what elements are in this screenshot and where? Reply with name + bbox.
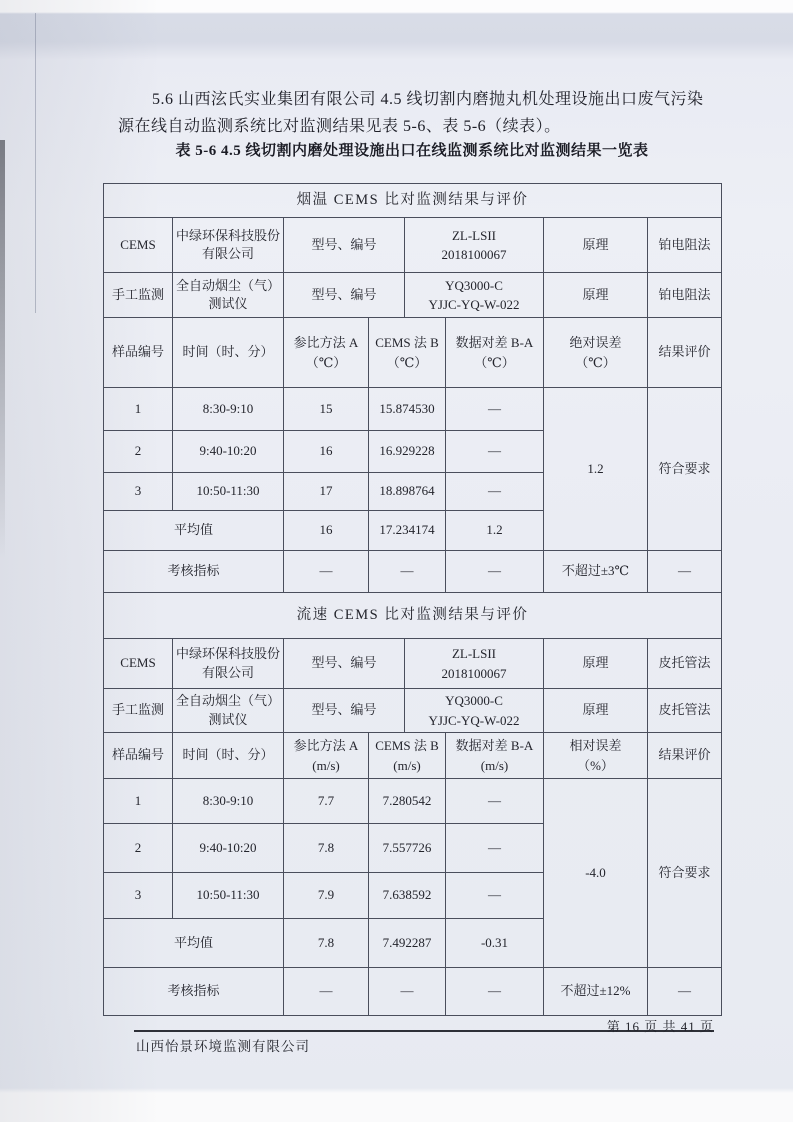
section1-check-row bbox=[104, 551, 722, 593]
cell-principle-value: 铂电阻法 bbox=[648, 273, 722, 318]
cell-error-merged: 1.2 bbox=[544, 388, 648, 551]
cell-cems-b: 17.234174 bbox=[369, 511, 446, 551]
cell-result-merged: 符合要求 bbox=[648, 779, 722, 968]
cell-sample-no: 3 bbox=[104, 873, 173, 919]
cell-ref-a: 16 bbox=[284, 511, 369, 551]
cell-principle-value: 铂电阻法 bbox=[648, 218, 722, 273]
cell-model-value bbox=[405, 218, 544, 273]
cell-error-merged: -4.0 bbox=[544, 779, 648, 968]
model-line2: 2018100067 bbox=[441, 247, 507, 262]
model-line1: YQ3000-C bbox=[445, 277, 503, 293]
cell-sample-no: 2 bbox=[104, 431, 173, 473]
cell-time: 9:40-10:20 bbox=[173, 824, 284, 873]
header-error bbox=[544, 318, 648, 388]
cell-ref-a: 16 bbox=[284, 431, 369, 473]
header-error-line1: 相对误差 bbox=[569, 738, 622, 753]
cell-diff: — bbox=[446, 473, 544, 511]
cell-cems-b: 7.280542 bbox=[369, 779, 446, 824]
cell-ref-a: 7.8 bbox=[284, 824, 369, 873]
cell-ref-a: 17 bbox=[284, 473, 369, 511]
heading-line-2: 源在线自动监测系统比对监测结果见表 5-6、表 5-6（续表）。 bbox=[118, 118, 561, 135]
cell-model-label: 型号、编号 bbox=[284, 218, 405, 273]
cell-manual-label: 手工监测 bbox=[104, 273, 173, 318]
header-ref-a bbox=[284, 733, 369, 779]
cell-cems-b: 18.898764 bbox=[369, 473, 446, 511]
header-cems-b-line1: CEMS 法 B bbox=[375, 738, 439, 753]
cell-dash: — bbox=[446, 551, 544, 593]
cell-manual-label: 手工监测 bbox=[104, 689, 173, 733]
section2-cems-instrument-row bbox=[104, 639, 722, 689]
header-time: 时间（时、分） bbox=[173, 318, 284, 388]
header-cems-b-line1: CEMS 法 B bbox=[375, 335, 439, 350]
header-cems-b-line2: （℃） bbox=[386, 354, 428, 370]
cell-diff: — bbox=[446, 431, 544, 473]
section1-data-row-1 bbox=[104, 388, 722, 431]
section2-header-row bbox=[104, 733, 722, 779]
section2-check-row bbox=[104, 968, 722, 1016]
cell-diff: — bbox=[446, 388, 544, 431]
section1-header-row bbox=[104, 318, 722, 388]
cell-cems-label: CEMS bbox=[104, 639, 173, 689]
header-result: 结果评价 bbox=[648, 318, 722, 388]
header-ref-a-line2: （℃） bbox=[305, 354, 347, 370]
scan-line-artifact bbox=[35, 13, 36, 313]
cell-model-value bbox=[405, 273, 544, 318]
cell-dash: — bbox=[648, 551, 722, 593]
cell-cems-b: 7.638592 bbox=[369, 873, 446, 919]
cell-ref-a: 7.8 bbox=[284, 919, 369, 968]
header-error-line2: （%） bbox=[577, 757, 614, 773]
header-ref-a-line2: (m/s) bbox=[312, 757, 340, 773]
header-sample-no: 样品编号 bbox=[104, 733, 173, 779]
header-cems-b-line2: (m/s) bbox=[393, 757, 421, 773]
cell-diff: -0.31 bbox=[446, 919, 544, 968]
model-line2: YJJC-YQ-W-022 bbox=[428, 297, 520, 312]
cell-limit: 不超过±3℃ bbox=[544, 551, 648, 593]
section1-title-row bbox=[104, 184, 722, 218]
section1-manual-instrument-row bbox=[104, 273, 722, 318]
cell-diff: — bbox=[446, 779, 544, 824]
model-line1: ZL-LSII bbox=[451, 646, 497, 661]
header-result: 结果评价 bbox=[648, 733, 722, 779]
header-sample-no: 样品编号 bbox=[104, 318, 173, 388]
model-line2: 2018100067 bbox=[441, 665, 507, 681]
cell-sample-no: 2 bbox=[104, 824, 173, 873]
monitoring-results-table bbox=[103, 183, 722, 1016]
cell-model-label: 型号、编号 bbox=[284, 273, 405, 318]
header-ref-a bbox=[284, 318, 369, 388]
cell-time: 8:30-9:10 bbox=[173, 388, 284, 431]
cell-model-value bbox=[405, 689, 544, 733]
section2-data-row-1 bbox=[104, 779, 722, 824]
header-time: 时间（时、分） bbox=[173, 733, 284, 779]
cell-diff: 1.2 bbox=[446, 511, 544, 551]
cell-ref-a: 15 bbox=[284, 388, 369, 431]
cell-cems-b: 7.492287 bbox=[369, 919, 446, 968]
header-diff bbox=[446, 318, 544, 388]
cell-time: 10:50-11:30 bbox=[173, 473, 284, 511]
model-line2: YJJC-YQ-W-022 bbox=[428, 712, 520, 728]
section1-title: 烟温 CEMS 比对监测结果与评价 bbox=[104, 184, 722, 218]
cell-diff: — bbox=[446, 873, 544, 919]
header-ref-a-line1: 参比方法 A bbox=[293, 738, 359, 753]
header-diff-line2: （℃） bbox=[474, 354, 515, 370]
cell-dash: — bbox=[446, 968, 544, 1016]
scan-left-edge-artifact bbox=[0, 140, 5, 560]
header-cems-b bbox=[369, 318, 446, 388]
header-error-line1: 绝对误差 bbox=[569, 335, 622, 350]
cell-principle-label: 原理 bbox=[544, 639, 648, 689]
cell-principle-value: 皮托管法 bbox=[648, 689, 722, 733]
cell-principle-label: 原理 bbox=[544, 218, 648, 273]
cell-dash: — bbox=[284, 968, 369, 1016]
cell-principle-label: 原理 bbox=[544, 689, 648, 733]
cell-dash: — bbox=[369, 551, 446, 593]
cell-avg-label: 平均值 bbox=[104, 511, 284, 551]
section1-cems-instrument-row bbox=[104, 218, 722, 273]
cell-model-label: 型号、编号 bbox=[284, 689, 405, 733]
cell-ref-a: 7.7 bbox=[284, 779, 369, 824]
header-error bbox=[544, 733, 648, 779]
cell-cems-b: 15.874530 bbox=[369, 388, 446, 431]
header-cems-b bbox=[369, 733, 446, 779]
cell-sample-no: 1 bbox=[104, 388, 173, 431]
cell-model-value bbox=[405, 639, 544, 689]
cell-dash: — bbox=[284, 551, 369, 593]
footer-company: 山西怡景环境监测有限公司 bbox=[136, 1039, 310, 1054]
model-line1: ZL-LSII bbox=[451, 227, 497, 243]
cell-vendor: 全自动烟尘（气）测试仪 bbox=[173, 273, 284, 318]
cell-principle-value: 皮托管法 bbox=[648, 639, 722, 689]
table-caption: 表 5-6 4.5 线切割内磨处理设施出口在线监测系统比对监测结果一览表 bbox=[175, 143, 649, 159]
header-error-line2: （℃） bbox=[575, 354, 616, 370]
cell-model-label: 型号、编号 bbox=[284, 639, 405, 689]
heading-line-1: 5.6 山西泫氏实业集团有限公司 4.5 线切割内磨抛丸机处理设施出口废气污染 bbox=[152, 91, 704, 108]
cell-vendor: 中绿环保科技股份有限公司 bbox=[173, 218, 284, 273]
cell-dash: — bbox=[369, 968, 446, 1016]
cell-vendor: 全自动烟尘（气）测试仪 bbox=[173, 689, 284, 733]
cell-sample-no: 1 bbox=[104, 779, 173, 824]
model-line1: YQ3000-C bbox=[445, 693, 503, 708]
cell-time: 10:50-11:30 bbox=[173, 873, 284, 919]
footer-page-number: 第 16 页 共 41 页 bbox=[606, 1019, 714, 1034]
cell-vendor: 中绿环保科技股份有限公司 bbox=[173, 639, 284, 689]
cell-ref-a: 7.9 bbox=[284, 873, 369, 919]
paragraph-heading bbox=[118, 86, 704, 140]
cell-limit: 不超过±12% bbox=[544, 968, 648, 1016]
cell-avg-label: 平均值 bbox=[104, 919, 284, 968]
header-ref-a-line1: 参比方法 A bbox=[293, 335, 359, 350]
cell-time: 9:40-10:20 bbox=[173, 431, 284, 473]
section2-title-row bbox=[104, 593, 722, 639]
header-diff-line2: (m/s) bbox=[480, 757, 509, 773]
header-diff-line1: 数据对差 B-A bbox=[455, 335, 534, 350]
header-diff-line1: 数据对差 B-A bbox=[455, 738, 534, 753]
cell-check-label: 考核指标 bbox=[104, 551, 284, 593]
cell-sample-no: 3 bbox=[104, 473, 173, 511]
header-diff bbox=[446, 733, 544, 779]
cell-time: 8:30-9:10 bbox=[173, 779, 284, 824]
section2-manual-instrument-row bbox=[104, 689, 722, 733]
cell-cems-b: 16.929228 bbox=[369, 431, 446, 473]
cell-check-label: 考核指标 bbox=[104, 968, 284, 1016]
cell-cems-label: CEMS bbox=[104, 218, 173, 273]
cell-cems-b: 7.557726 bbox=[369, 824, 446, 873]
cell-dash: — bbox=[648, 968, 722, 1016]
cell-diff: — bbox=[446, 824, 544, 873]
cell-principle-label: 原理 bbox=[544, 273, 648, 318]
cell-result-merged: 符合要求 bbox=[648, 388, 722, 551]
section2-title: 流速 CEMS 比对监测结果与评价 bbox=[104, 593, 722, 639]
